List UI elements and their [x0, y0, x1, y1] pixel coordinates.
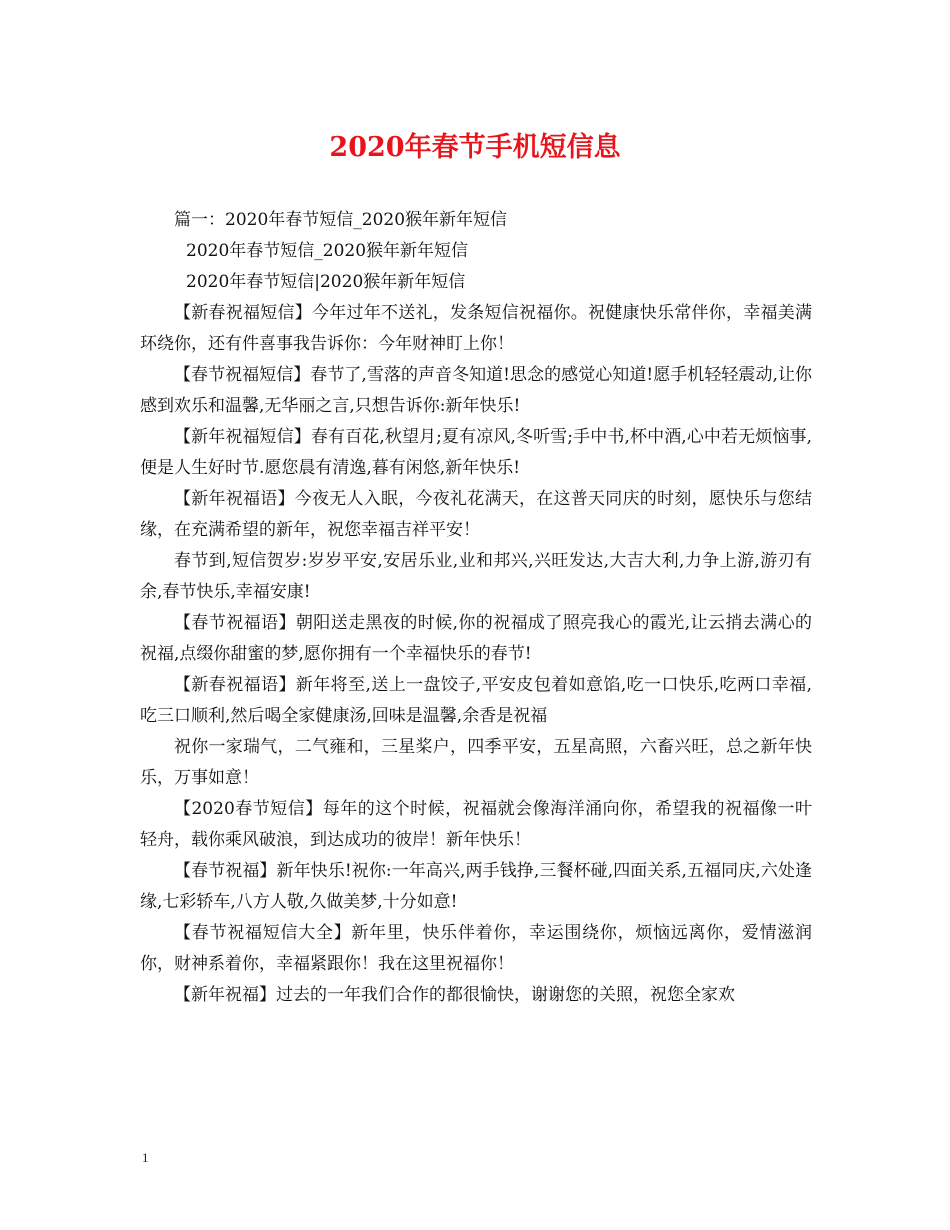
- paragraph: 【春节祝福】新年快乐!祝你:一年高兴,两手钱挣,三餐杯碰,四面关系,五福同庆,六处逢缘,七彩轿车,八方人敬,久做美梦,十分如意!: [140, 861, 812, 912]
- paragraph: 【春节祝福语】朝阳送走黑夜的时候,你的祝福成了照亮我心的霞光,让云捎去满心的祝福,点缀你甜蜜的梦,愿你拥有一个幸福快乐的春节!: [140, 613, 812, 664]
- paragraph: 【新年祝福短信】春有百花,秋望月;夏有凉风,冬听雪;手中书,杯中酒,心中若无烦恼事,便是人生好时节.愿您晨有清逸,暮有闲悠,新年快乐!: [140, 427, 812, 478]
- paragraph: 【新年祝福语】今夜无人入眠，今夜礼花满天，在这普天同庆的时刻，愿快乐与您结缘，在充满希望的新年，祝您幸福吉祥平安！: [140, 489, 812, 540]
- paragraph-section-heading: 篇一：2020年春节短信_2020猴年新年短信: [174, 210, 508, 230]
- paragraph: 【春节祝福短信】春节了,雪落的声音冬知道!思念的感觉心知道!愿手机轻轻震动,让你感到欢乐和温馨,无华丽之言,只想告诉你:新年快乐!: [140, 365, 812, 416]
- paragraph-subtitle: 2020年春节短信_2020猴年新年短信: [186, 241, 469, 261]
- document-body: [140, 205, 812, 1011]
- paragraph: 【新年祝福】过去的一年我们合作的都很愉快，谢谢您的关照，祝您全家欢: [174, 985, 735, 1005]
- paragraph: 【春节祝福短信大全】新年里，快乐伴着你，幸运围绕你，烦恼远离你，爱情滋润你，财神系着你，幸福紧跟你！我在这里祝福你！: [140, 923, 812, 974]
- paragraph: 【2020春节短信】每年的这个时候，祝福就会像海洋涌向你，希望我的祝福像一叶轻舟，载你乘风破浪，到达成功的彼岸！新年快乐！: [140, 799, 812, 850]
- document-title: 2020年春节手机短信息: [329, 132, 621, 163]
- paragraph: 【新春祝福语】新年将至,送上一盘饺子,平安皮包着如意馅,吃一口快乐,吃两口幸福,吃三口顺利,然后喝全家健康汤,回味是温馨,余香是祝福: [140, 675, 812, 726]
- paragraph: 春节到,短信贺岁:岁岁平安,安居乐业,业和邦兴,兴旺发达,大吉大利,力争上游,游刃有余,春节快乐,幸福安康!: [140, 551, 812, 602]
- paragraph: 【新春祝福短信】今年过年不送礼，发条短信祝福你。祝健康快乐常伴你，幸福美满环绕你，还有件喜事我告诉你：今年财神盯上你！: [140, 303, 812, 354]
- paragraph-subtitle: 2020年春节短信|2020猴年新年短信: [186, 272, 466, 292]
- paragraph: 祝你一家瑞气，二气雍和，三星桨户，四季平安，五星高照，六畜兴旺，总之新年快乐，万事如意！: [140, 737, 812, 788]
- page-number: 1: [142, 1150, 149, 1165]
